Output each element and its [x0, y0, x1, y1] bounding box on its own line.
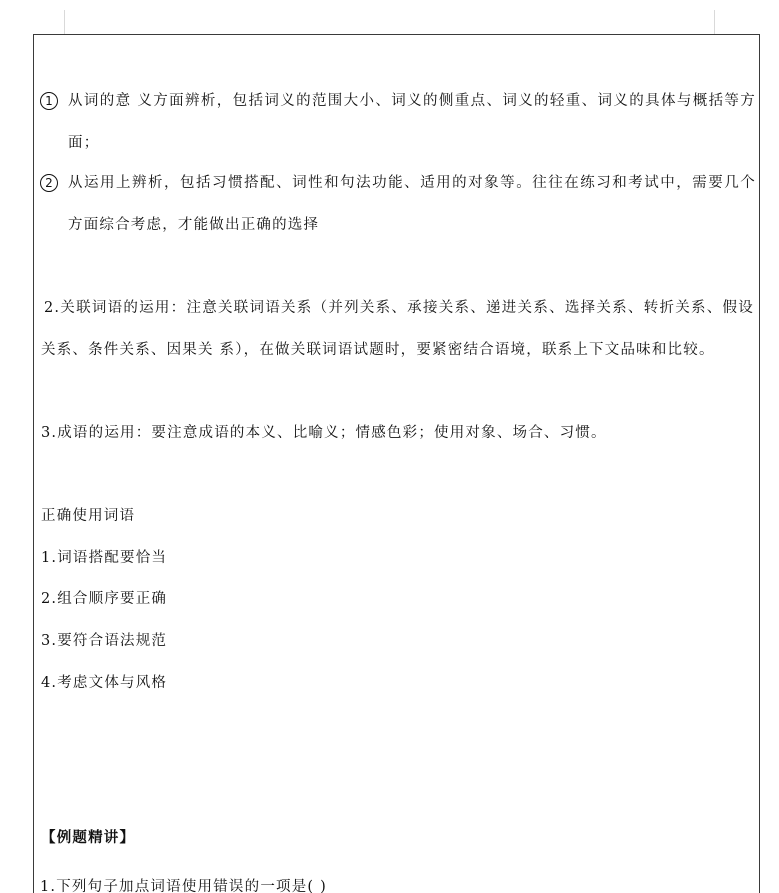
- correct-usage-item-1: 1.词语搭配要恰当: [41, 550, 168, 566]
- correct-usage-item-4: 4.考虑文体与风格: [41, 675, 168, 691]
- page-corner-guide-left: [64, 10, 65, 34]
- circled-number-1: 1: [40, 92, 58, 110]
- circled-number-2: 2: [40, 174, 58, 192]
- section-2-line-2: 关系、条件关系、因果关 系），在做关联词语试题时，要紧密结合语境，联系上下文品味和比较。: [41, 342, 715, 358]
- item-1-line-2: 面；: [68, 135, 100, 151]
- item-2-line-1: [40, 174, 756, 192]
- item-2-text: 从运用上辨析，包括习惯搭配、词性和句法功能、适用的对象等。往往在练习和考试中，需要几个: [68, 175, 756, 191]
- document-table-frame: [33, 34, 760, 893]
- correct-usage-item-3: 3.要符合语法规范: [41, 633, 168, 649]
- example-question-partial: 1.下列句子加点词语使用错误的一项是( ): [40, 879, 327, 893]
- item-1-text: 从词的意 义方面辨析，包括词义的范围大小、词义的侧重点、词义的轻重、词义的具体与概括等方: [68, 93, 756, 109]
- page-corner-guide-right: [714, 10, 715, 34]
- correct-usage-heading: 正确使用词语: [41, 508, 136, 524]
- section-3-text: 3.成语的运用：要注意成语的本义、比喻义；情感色彩；使用对象、场合、习惯。: [41, 425, 607, 441]
- correct-usage-item-2: 2.组合顺序要正确: [41, 591, 168, 607]
- item-1-line-1: [40, 92, 756, 110]
- example-heading: 【例题精讲】: [41, 829, 136, 846]
- item-2-line-2: 方面综合考虑，才能做出正确的选择: [68, 217, 320, 233]
- section-2-line-1: 2.关联词语的运用：注意关联词语关系（并列关系、承接关系、递进关系、选择关系、转折关系、假设: [44, 300, 754, 316]
